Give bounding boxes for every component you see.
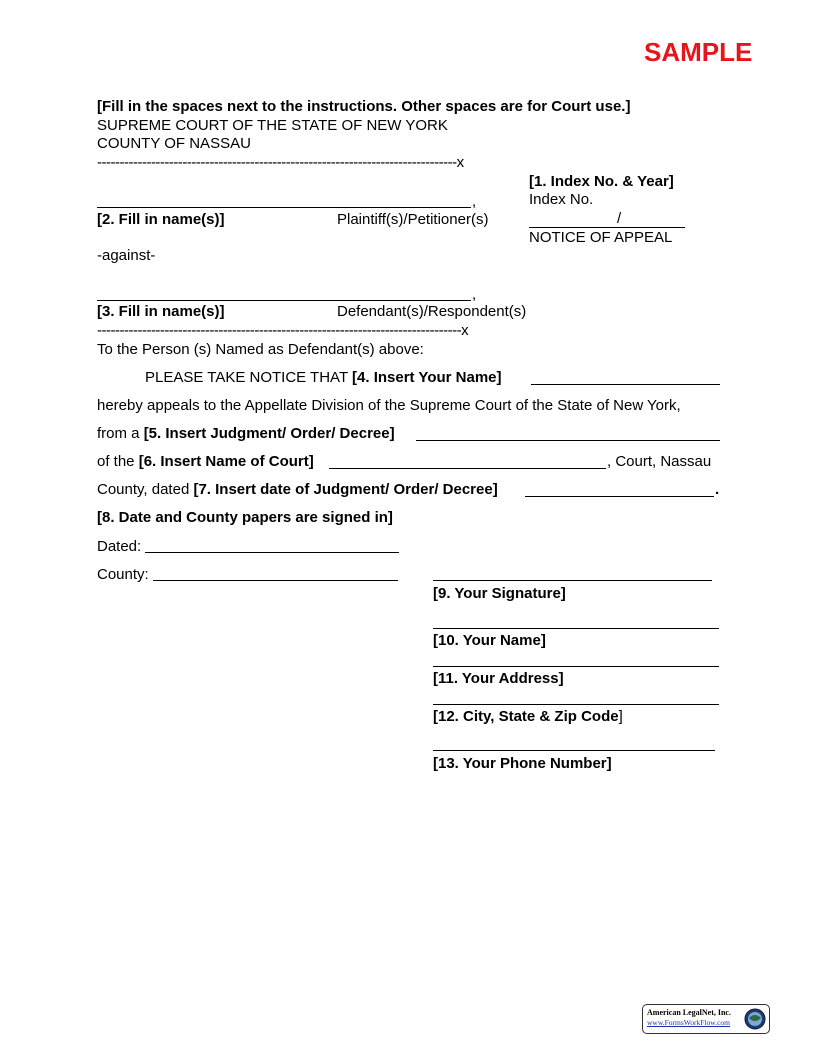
city-state-zip-text: [12. City, State & Zip Code	[433, 708, 619, 725]
address-line[interactable]	[433, 666, 719, 667]
county-dated-line	[97, 481, 498, 499]
globe-icon	[744, 1008, 766, 1030]
defendant-role: Defendant(s)/Respondent(s)	[337, 303, 527, 320]
judgment-date-line[interactable]	[525, 496, 714, 497]
county-label: County:	[97, 566, 149, 583]
plaintiff-role: Plaintiff(s)/Petitioner(s)	[337, 211, 489, 228]
index-slash: /	[617, 210, 622, 227]
sample-watermark: SAMPLE	[644, 37, 753, 67]
city-state-zip-line[interactable]	[433, 704, 719, 705]
judgment-line[interactable]	[416, 440, 720, 441]
notice-prefix: PLEASE TAKE NOTICE THAT	[145, 369, 353, 386]
signature-line[interactable]	[433, 580, 712, 581]
index-number-line[interactable]	[529, 227, 685, 228]
defendant-name-line[interactable]	[97, 300, 471, 301]
from-line	[97, 425, 395, 443]
from-prefix: from a	[97, 425, 144, 442]
index-label: Index No.	[529, 191, 594, 208]
appellant-name-line[interactable]	[531, 384, 720, 385]
dated-line[interactable]	[145, 552, 399, 553]
date-instruction: [7. Insert date of Judgment/ Order/ Decree]	[193, 481, 498, 498]
phone-line[interactable]	[433, 750, 715, 751]
city-state-zip-bracket: ]	[618, 708, 623, 725]
address-instruction: [11. Your Address]	[433, 670, 564, 687]
defendant-instruction: [3. Fill in name(s)]	[97, 303, 225, 320]
american-legalnet-logo[interactable]	[642, 1004, 770, 1034]
county-dated-prefix: County, dated	[97, 481, 194, 498]
index-instruction: [1. Index No. & Year]	[529, 173, 674, 190]
court-instruction: [6. Insert Name of Court]	[138, 453, 314, 470]
phone-instruction: [13. Your Phone Number]	[433, 755, 612, 772]
of-the-line	[97, 453, 314, 471]
court-name-line[interactable]	[329, 468, 606, 469]
caption-divider-top: --------------------------------------------------------------------------------x	[97, 154, 464, 171]
notice-line	[145, 369, 502, 387]
of-the-prefix: of the	[97, 453, 139, 470]
county-line[interactable]	[153, 580, 398, 581]
date-period: .	[715, 481, 720, 498]
plaintiff-name-line[interactable]	[97, 207, 471, 208]
appeal-text: hereby appeals to the Appellate Division of the Supreme Court of the State of New York,	[97, 397, 681, 414]
addressee-text: To the Person (s) Named as Defendant(s) above:	[97, 341, 424, 358]
logo-company: American LegalNet, Inc.	[647, 1008, 731, 1017]
judgment-instruction: [5. Insert Judgment/ Order/ Decree]	[143, 425, 395, 442]
your-name-line[interactable]	[433, 628, 719, 629]
document-title: NOTICE OF APPEAL	[529, 229, 673, 246]
signed-instruction: [8. Date and County papers are signed in]	[97, 509, 393, 526]
name-instruction: [4. Insert Your Name]	[352, 369, 502, 386]
signature-instruction: [9. Your Signature]	[433, 585, 566, 602]
city-state-zip-instruction	[433, 708, 623, 726]
defendant-comma: ,	[472, 286, 477, 303]
court-suffix: , Court, Nassau	[607, 453, 712, 470]
your-name-instruction: [10. Your Name]	[433, 632, 546, 649]
court-name: SUPREME COURT OF THE STATE OF NEW YORK	[97, 117, 448, 134]
against-text: -against-	[97, 247, 156, 264]
plaintiff-instruction: [2. Fill in name(s)]	[97, 211, 225, 228]
county-name: COUNTY OF NASSAU	[97, 135, 251, 152]
logo-website[interactable]: www.FormsWorkFlow.com	[647, 1018, 731, 1027]
fill-instruction: [Fill in the spaces next to the instructions. Other spaces are for Court use.]	[97, 98, 631, 115]
plaintiff-comma: ,	[472, 193, 477, 210]
dated-label: Dated:	[97, 538, 142, 555]
caption-divider-bottom: ---------------------------------------------------------------------------------x	[97, 322, 469, 339]
